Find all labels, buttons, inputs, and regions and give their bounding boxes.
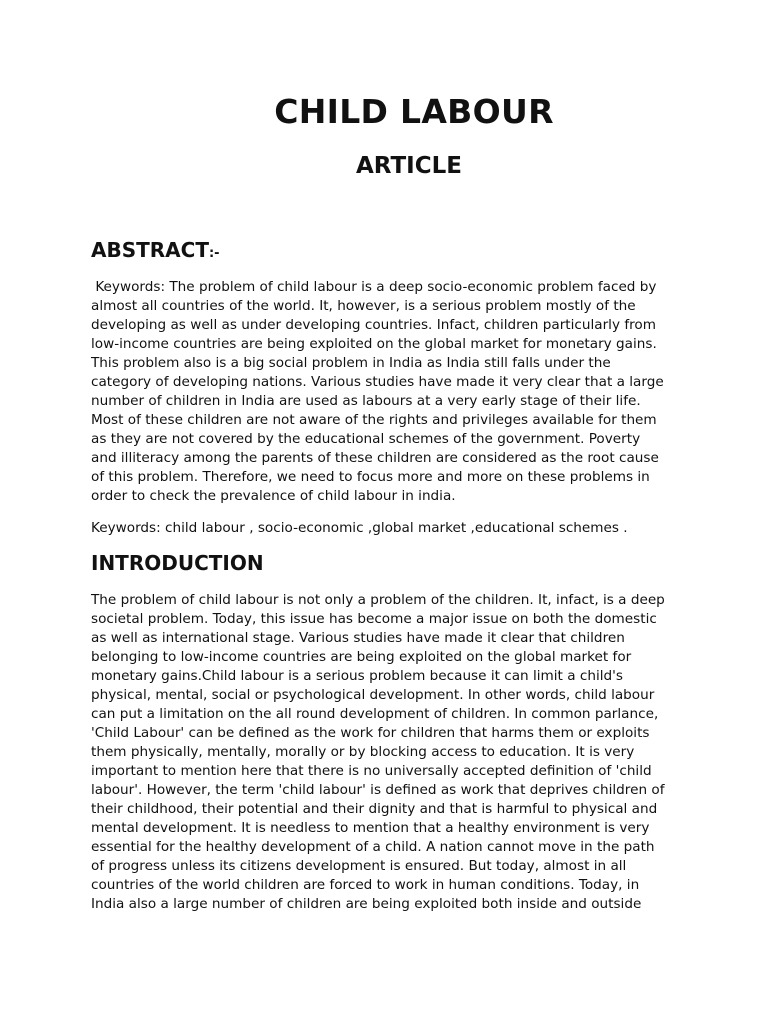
document-subtitle: ARTICLE	[356, 153, 462, 179]
keywords-line: Keywords: child labour , socio-economic ,global market ,educational schemes .	[91, 520, 628, 536]
abstract-heading	[91, 237, 220, 267]
document-title: CHILD LABOUR	[274, 92, 554, 131]
introduction-paragraph: The problem of child labour is not only a problem of the children. It, infact, is a deep societal problem. Today, this issue has become a major issue on both the domestic as well as international stage. Various studies have made it clear that children belonging to low-income countries are being exploited on the global market for monetary gains.Child labour is a serious problem because it can limit a child's physical, mental, social or psychological development. In other words, child labour can put a limitation on the all round development of children. In common parlance, 'Child Labour' can be defined as the work for children that harms them or exploits them physically, mentally, morally or by blocking access to education. It is very important to mention here that there is no universally accepted definition of 'child labour'. However, the term 'child labour' is defined as work that deprives children of their childhood, their potential and their dignity and that is harmful to physical and mental development. It is needless to mention that a healthy environment is very essential for the healthy development of a child. A nation cannot move in the path of progress unless its citizens development is ensured. But today, almost in all countries of the world children are forced to work in human conditions. Today, in India also a large number of children are being exploited both inside and outside	[91, 592, 665, 912]
introduction-heading: INTRODUCTION	[91, 551, 264, 575]
abstract-heading-suffix: :-	[208, 246, 220, 261]
abstract-heading-text: ABSTRACT	[91, 238, 209, 262]
abstract-paragraph: Keywords: The problem of child labour is a deep socio-economic problem faced by almost all countries of the world. It, however, is a serious problem mostly of the developing as well as under developing countries. Infact, children particularly from low-income countries are being exploited on the global market for monetary gains. This problem also is a big social problem in India as India still falls under the category of developing nations. Various studies have made it very clear that a large number of children in India are used as labours at a very early stage of their life. Most of these children are not aware of the rights and privileges available for them as they are not covered by the educational schemes of the government. Poverty and illiteracy among the parents of these children are considered as the root cause of this problem. Therefore, we need to focus more and more on these problems in order to check the prevalence of child labour in india.	[91, 279, 664, 504]
